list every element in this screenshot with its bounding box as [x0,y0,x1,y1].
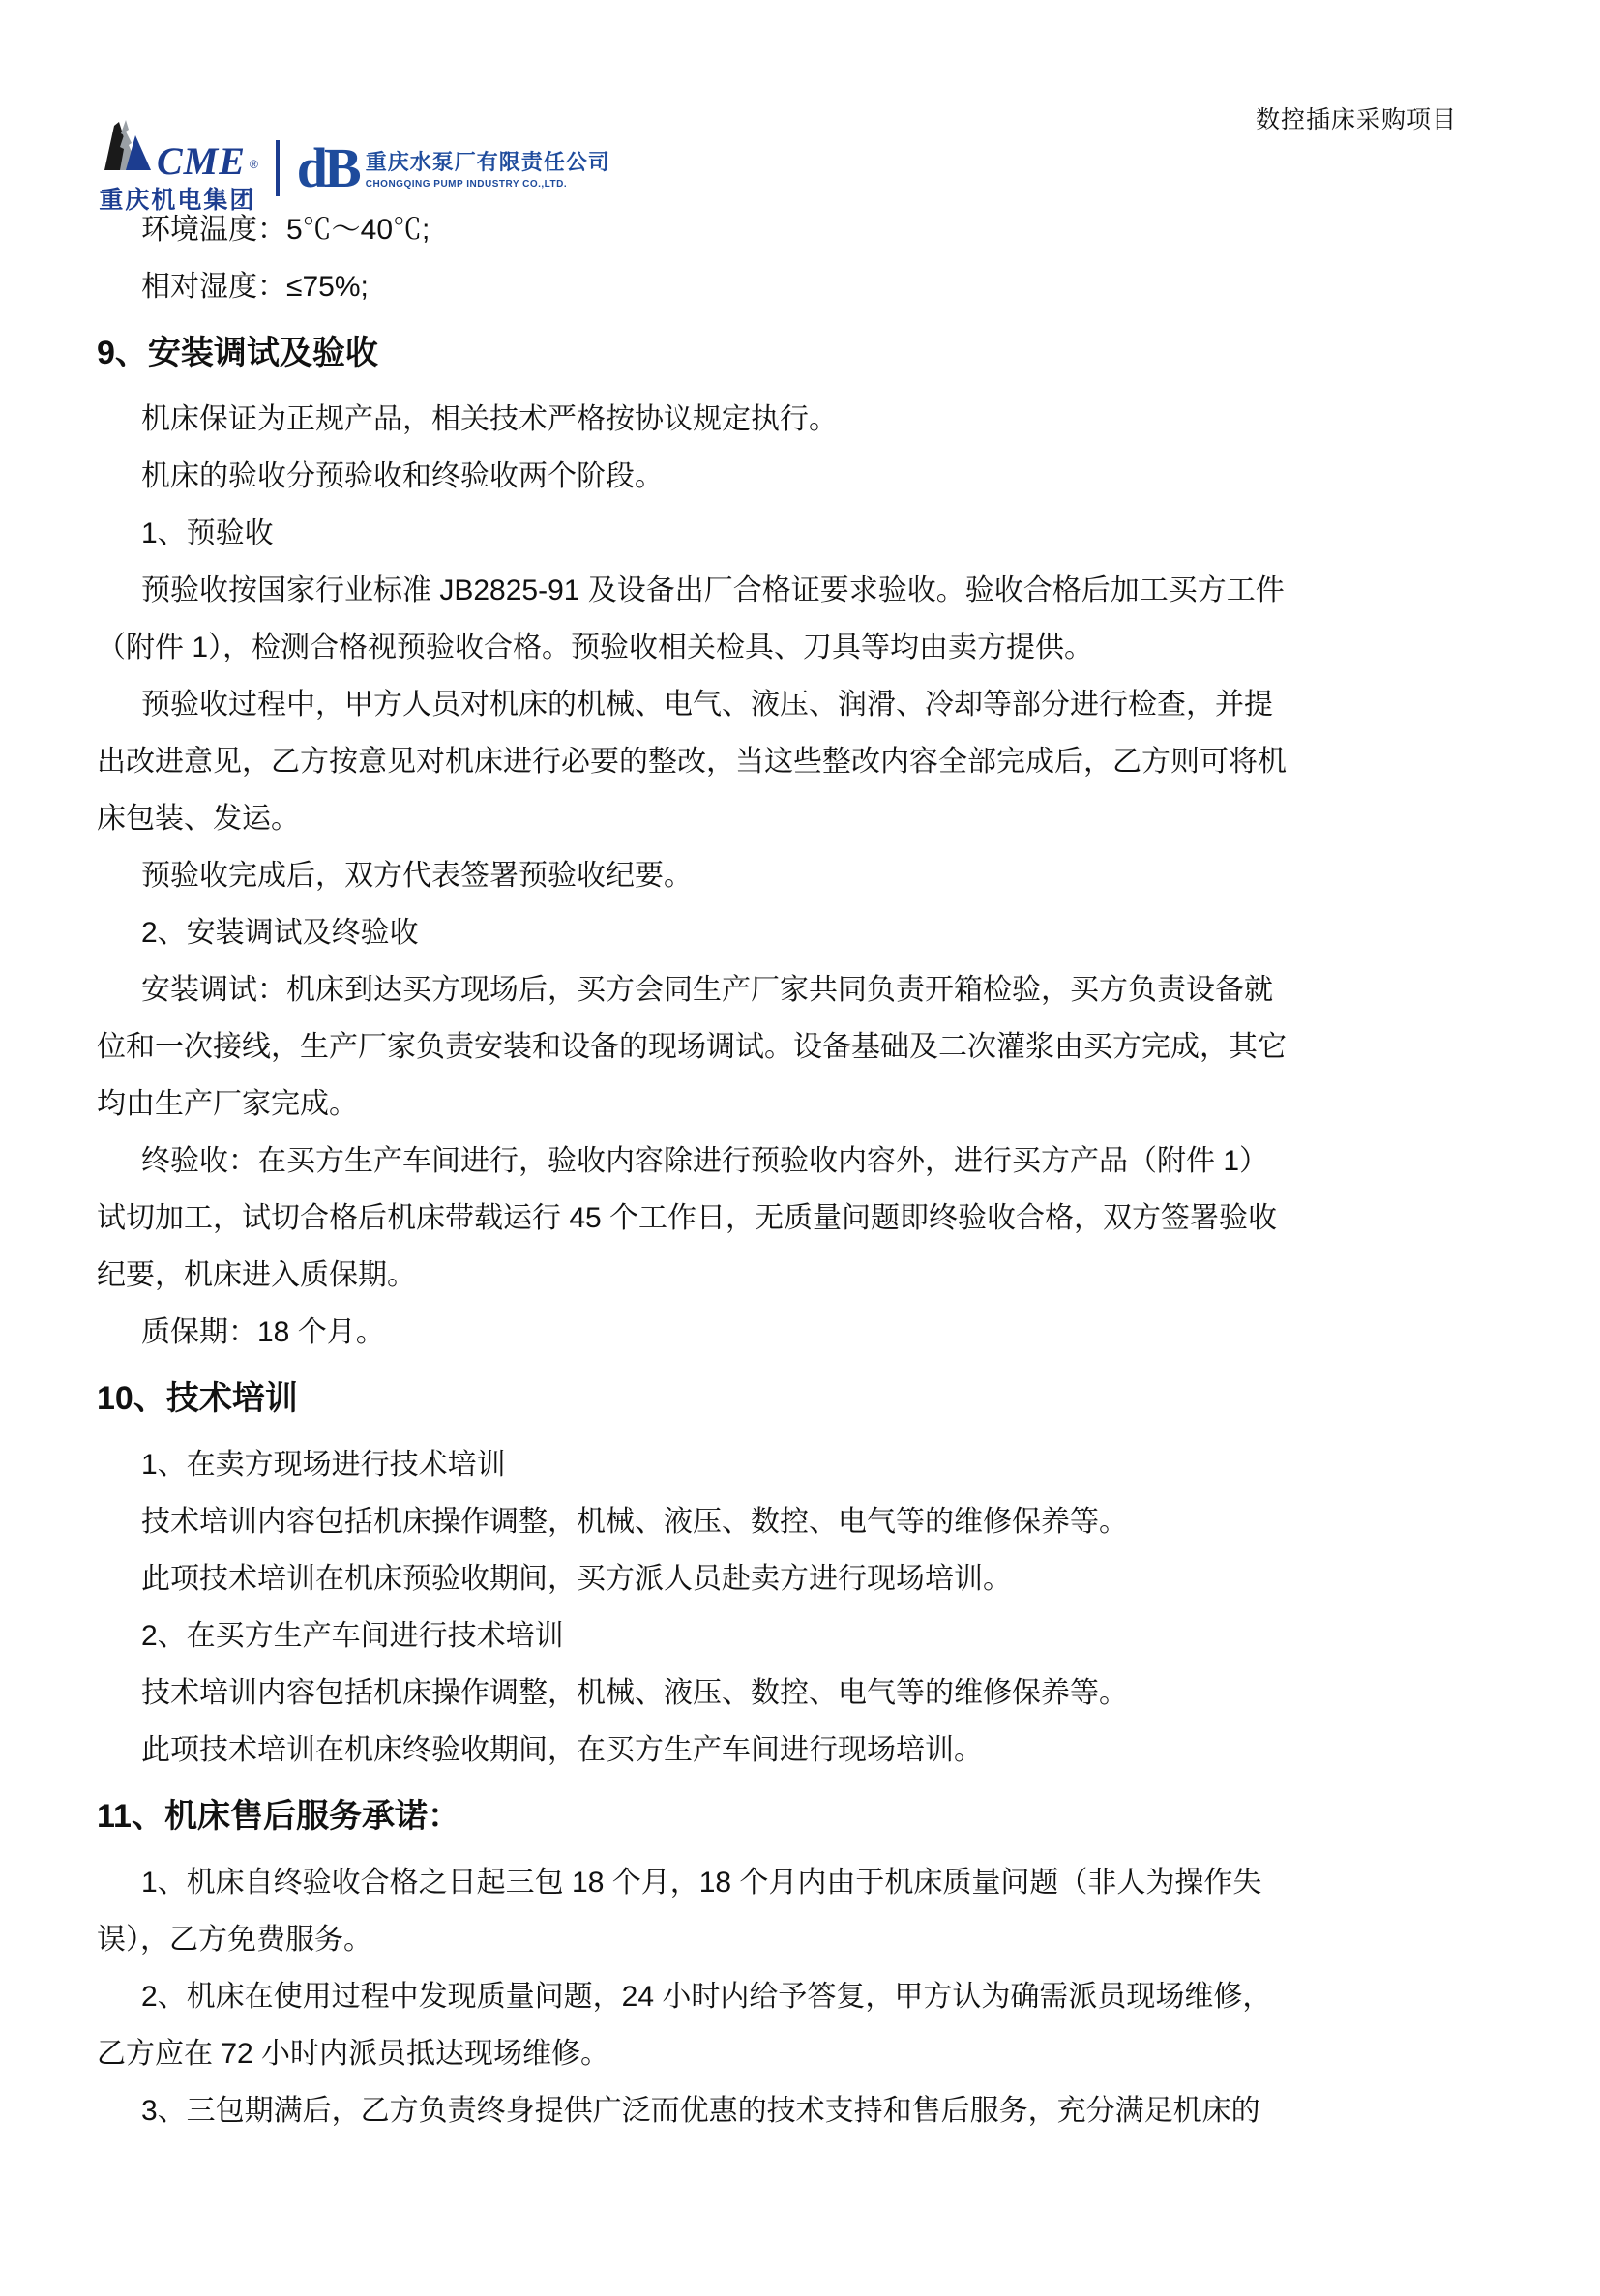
pump-monogram-icon: dB [296,135,358,199]
paragraph-line: 终验收：在买方生产车间进行，验收内容除进行预验收内容外，进行买方产品（附件 1） [141,1145,1269,1177]
paragraph-line: 机床保证为正规产品，相关技术严格按协议规定执行。 [141,403,838,435]
paragraph-line: 均由生产厂家完成。 [97,1088,358,1120]
paragraph-line: 安装调试：机床到达买方现场后，买方会同生产厂家共同负责开箱检验，买方负责设备就 [141,974,1273,1006]
mountain-peaks-icon [97,120,153,179]
page-header [0,0,1600,214]
paragraph-line: 乙方应在 72 小时内派员抵达现场维修。 [97,2038,610,2070]
paragraph-line: 纪要，机床进入质保期。 [97,1259,416,1291]
section-heading: 11、机床售后服务承诺： [97,1798,460,1835]
pump-logo [296,135,610,199]
paragraph-line: 此项技术培训在机床终验收期间，在买方生产车间进行现场培训。 [141,1734,983,1766]
registered-mark-icon: ® [249,158,258,171]
paragraph-line: 1、在卖方现场进行技术培训 [141,1449,506,1481]
paragraph-line: 技术培训内容包括机床操作调整，机械、液压、数控、电气等的维修保养等。 [141,1506,1128,1538]
paragraph-line: 位和一次接线，生产厂家负责安装和设备的现场调试。设备基础及二次灌浆由买方完成，其它 [97,1031,1287,1063]
paragraph-line: 预验收过程中，甲方人员对机床的机械、电气、液压、润滑、冷却等部分进行检查，并提 [141,689,1273,721]
section-heading: 10、技术培训 [97,1380,298,1417]
paragraph-line: 质保期：18 个月。 [141,1316,385,1348]
paragraph-line: 床包装、发运。 [97,803,300,835]
document-body [97,201,1507,2139]
paragraph-line: 相对湿度：≤75%; [141,271,369,303]
project-title-label: 数控插床采购项目 [1255,106,1457,133]
paragraph-line: （附件 1），检测合格视预验收合格。预验收相关检具、刀具等均由卖方提供。 [97,632,1094,663]
paragraph-line: 3、三包期满后，乙方负责终身提供广泛而优惠的技术支持和售后服务，充分满足机床的 [141,2095,1260,2127]
cme-logo-top [97,120,258,183]
paragraph-line: 出改进意见，乙方按意见对机床进行必要的整改，当这些整改内容全部完成后，乙方则可将机 [97,746,1287,778]
pump-names [366,146,610,190]
paragraph-line: 2、安装调试及终验收 [141,917,419,949]
paragraph-line: 2、在买方生产车间进行技术培训 [141,1620,564,1652]
paragraph-line: 环境温度：5℃～40℃; [141,214,430,246]
pump-company-name-en: CHONGQING PUMP INDUSTRY CO.,LTD. [365,179,568,190]
paragraph-line: 技术培训内容包括机床操作调整，机械、液压、数控、电气等的维修保养等。 [141,1677,1128,1709]
paragraph-line: 预验收完成后，双方代表签署预验收纪要。 [141,860,693,892]
paragraph-line: 1、机床自终验收合格之日起三包 18 个月，18 个月内由于机床质量问题（非人为操作失 [141,1867,1262,1899]
paragraph-line: 试切加工，试切合格后机床带载运行 45 个工作日，无质量问题即终验收合格，双方签署验收 [97,1202,1278,1234]
pump-company-name-cn: 重庆水泵厂有限责任公司 [365,150,610,174]
cme-group-name: 重庆机电集团 [99,187,256,214]
section-heading: 9、安装调试及验收 [97,335,378,371]
paragraph-line: 机床的验收分预验收和终验收两个阶段。 [141,460,664,492]
logo-divider [276,140,280,196]
paragraph-line: 2、机床在使用过程中发现质量问题，24 小时内给予答复，甲方认为确需派员现场维修， [141,1981,1272,2013]
paragraph-line: 预验收按国家行业标准 JB2825-91 及设备出厂合格证要求验收。验收合格后加工买方工件 [141,574,1285,606]
paragraph-line: 误），乙方免费服务。 [97,1924,372,1956]
paragraph-line: 1、预验收 [141,517,274,549]
paragraph-line: 此项技术培训在机床预验收期间，买方派人员赴卖方进行现场培训。 [141,1563,1012,1595]
cme-acronym: CME [157,139,246,183]
